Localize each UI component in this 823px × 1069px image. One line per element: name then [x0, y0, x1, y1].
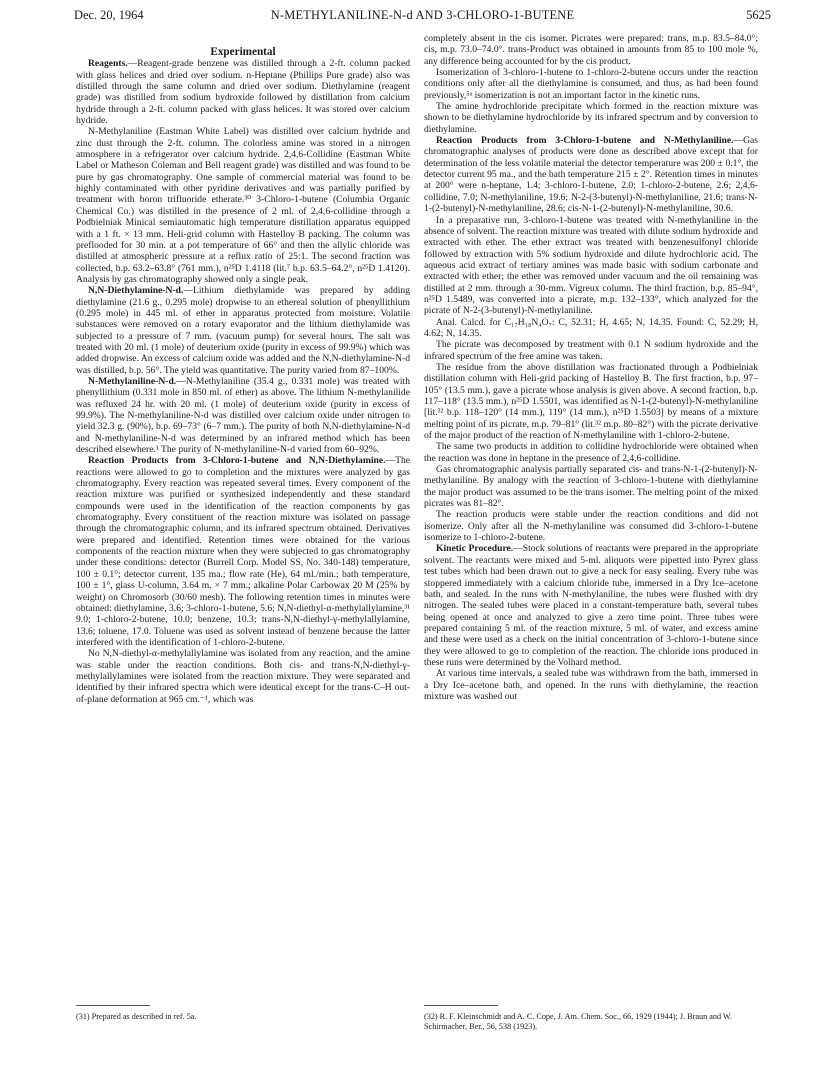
paragraph-preparative-run: In a preparative run, 3-chloro-1-butene was treated with N-methylaniline in the absence of solvent. The reaction mixture was treated with dilute sodium hydroxide and extracted with ether. The ether extract was treated with benzenesulfonyl chloride followed by extraction with 5% sodium hydroxide and dilute hydrochloric acid. The aqueous acid extract of tertiary amines was made basic with sodium carbonate and extracted with ether; the ether was removed under vacuum and the oil remaining was distilled at 2 mm. through a 30-mm. Vigreux column. The third fraction, b.p. 85–94°, n²⁵D 1.5489, was converted into a picrate, m.p. 132–133°, which analyzed for the picrate of N-2-(3-butenyl)-N-methylaniline. — [424, 214, 758, 317]
run-in-heading: Reagents. — [88, 58, 128, 70]
paragraph-text: —Stock solutions of reactants were prepared in the appropriate solvent. The reactants were mixed and 5-ml. aliquots were pipetted into Pyrex glass test tubes which had been drawn out to give a neck for easy sealing. Every tube was stoppered immediately with a calcium chloride tube, immersed in a Dry Ice–acetone bath, and sealed. In the runs with N-methylaniline, the tubes were flushed with dry nitrogen. The sealed tubes were placed in a constant-temperature bath, several tubes being opened at once and analyzed to give a zero time point. Three tubes were prepared containing 5 ml. of the reaction mixture, 5 ml. of water, and excess amine and these were used as a check on the initial concentration of 3-chloro-1-butene since they were allowed to go to completion of the reaction. The chloride ions produced in these runs were determined by the Volhard method. — [424, 543, 758, 668]
paragraph-methylaniline-products — [424, 135, 758, 214]
paragraph-hydrochloride: The amine hydrochloride precipitate which formed in the reaction mixture was shown to be diethylamine hydrochloride by its infrared spectrum and by conversion to diethylamine. — [424, 101, 758, 135]
footnote-rule — [424, 1005, 498, 1006]
run-in-heading: N-Methylaniline-N-d. — [88, 375, 177, 387]
paragraph-reagents — [76, 58, 410, 126]
issue-date: Dec. 20, 1964 — [74, 8, 144, 22]
section-title: Experimental — [210, 46, 276, 58]
paragraph-diethylamine-nd — [76, 285, 410, 376]
footnote-31: (31) Prepared as described in ref. 5a. — [76, 1012, 197, 1021]
paragraph-text: —The reactions were allowed to go to completion and the mixtures were analyzed by gas chromatography. Every reaction was repeated several times. Every component of the reaction mixture was purified or synthesized independently and these standard compounds were used in the identification of the reaction components by gas chromatography. Every constituent of the reaction mixture was isolated on passage through the chromatographic column, and its infrared spectrum obtained. Derivatives were prepared and identified. Retention times were obtained for the various components of the reaction mixture when they were subjected to gas chromatography under these conditions: detector (Burrell Corp. Model SS, No. 340-148) temperature, 100 ± 0.1°; detector current, 135 ma.; flow rate (He), 64 ml./min.; bath temperature, 100 ± 1°, glass U-column, 3.64 m. × 7 mm.; alkaline Polar Carbowax 20 M (25% by weight) on Chromosorb (30/60 mesh). The following retention times in minutes were obtained: diethylamine, 3.6; 3-chloro-1-butene, 5.6; N,N-diethyl-α-methylallylamine,³¹ 9.0; 1-chloro-2-butene, 10.0; benzene, 10.3; trans-N,N-diethyl-γ-methylallylamine, 13.6; toluene, 17.0. Toluene was used as solvent instead of benzene because the latter interfered with the identification of 1-chloro-2-butene. — [76, 455, 410, 648]
paragraph-analysis: Anal. Calcd. for C₁₇H₁₈N₄O₇: C, 52.31; H, 4.65; N, 14.35. Found: C, 52.29; H, 4.62; N, 14.35. — [424, 316, 758, 339]
running-title: N-METHYLANILINE-N-d AND 3-CHLORO-1-BUTENE — [270, 8, 575, 22]
paragraph-kinetic — [424, 543, 758, 668]
paragraph-time-intervals: At various time intervals, a sealed tube was withdrawn from the bath, immersed in a Dry Ice–acetone bath, and opened. In the runs with diethylamine, the reaction mixture was washed out — [424, 668, 758, 702]
run-in-heading: Reaction Products from 3-Chloro-1-butene and N-Methylaniline. — [436, 135, 734, 147]
paragraph-text: —N-Methylaniline (35.4 g., 0.331 mole) was treated with phenyllithium (0.331 mole in 850 ml. of ether) as above. The lithium N-methylanilide was refluxed 24 hr. with 20 ml. (1 mole) of deuterium oxide (purity in excess of 99.9%). The N-methylaniline-N-d was distilled over calcium oxide under nitrogen to yield 32.3 g. (90%), b.p. 69–73° (6–7 mm.). The purity of both N,N-diethylamine-N-d and N-methylaniline-N-d was determined by an infrared method which has been described elsewhere.¹ The purity of N-methylaniline-N-d varied from 60–92%. — [76, 375, 410, 456]
paragraph-heptane: The same two products in addition to collidine hydrochloride were obtained when the reaction was done in heptane in the presence of 2,4,6-collidine. — [424, 441, 758, 464]
paragraph-isomerization: Isomerization of 3-chloro-1-butene to 1-chloro-2-butene occurs under the reaction conditions only after all the diethylamine is consumed, and thus, as had been found previously,⁵ᵃ isomerization is not an important factor in the kinetic runs. — [424, 67, 758, 101]
footnote-right — [424, 1005, 758, 1032]
paragraph-text: —Lithium diethylamide was prepared by adding diethylamine (21.6 g., 0.295 mole) dropwise to an ethereal solution of phenyllithium (0.295 mole) in 445 ml. of ether in apparatus protected from moisture. Volatile substances were removed on a rotary evaporator and the lithium diethylamide was subjected to a pressure of 7 mm. (vacuum pump) for several hours. The salt was treated with 20 ml. (1 mole) of deuterium oxide (purity in excess of 99.9%) which was added dropwise. An excess of calcium oxide was added and the N,N-diethylamine-N-d was distilled, b.p. 56°. The yield was quantitative. The purity varied from 87–100%. — [76, 285, 410, 376]
paragraph-gc-analysis: Gas chromatographic analysis partially separated cis- and trans-N-1-(2-butenyl)-N-methylaniline. By analogy with the reaction of 3-chloro-1-butene with diethylamine the major product was assumed to be the trans isomer. The melting point of the mixed picrates was 81–82°. — [424, 464, 758, 510]
left-column — [76, 47, 410, 705]
paragraph-continued: completely absent in the cis isomer. Picrates were prepared: trans, m.p. 83.5–84.0°; cis, m.p. 73.0–74.0°. trans-Product was obtained in amounts from 85 to 100 mole %, any difference being accounted for by the cis product. — [424, 33, 758, 67]
paragraph-diethylamine-products — [76, 455, 410, 648]
running-header — [74, 8, 771, 26]
paragraph-residue: The residue from the above distillation was fractionated through a Podbielniak distillation column with Heli-grid packing of Hastelloy B. The first fraction, b.p. 97–105° (13.5 mm.), gave a picrate whose analysis is given above. A second fraction, b.p. 117–118° (13.5 mm.), n²⁵D 1.5501, was identified as N-1-(2-butenyl)-N-methylaniline [lit.³² b.p. 118–120° (14 mm.), 119° (14 mm.), n²⁵D 1.5503] by means of a mixture melting point of its picrate, m.p. 79–81° (lit.³² m.p. 80–82°) with the picrate derivative of the major product of the reaction of N-methylaniline with 1-chloro-2-butene. — [424, 361, 758, 442]
paragraph-methylaniline-nd — [76, 376, 410, 455]
paragraph-text: —Gas chromatographic analyses of products were done as described above except that for determination of the less volatile material the detector temperature was 200 ± 0.1°, the detector current 95 ma., and the bath temperature 215 ± 2°. Retention times in minutes at 200° were n-heptane, 1.4; 3-chloro-1-butene, 2.0; 1-chloro-2-butene, 2.6; 2,4,6-collidine, 7.0; N-methylaniline, 19.6; N-2-(3-butenyl)-N-methylaniline, 21.6; trans-N-1-(2-butenyl)-N-methylaniline, 28.6; cis-N-1-(2-butenyl)-N-methylaniline, 30.6. — [424, 135, 758, 215]
page-number: 5625 — [746, 8, 771, 22]
paragraph-picrate: The picrate was decomposed by treatment with 0.1 N sodium hydroxide and the infrared spectrum of the free amine was taken. — [424, 339, 758, 362]
footnote-32: (32) R. F. Kleinschmidt and A. C. Cope, J. Am. Chem. Soc., 66, 1929 (1944); J. Braun and W. Schirmacher, Ber., 56, 538 (1923). — [424, 1012, 732, 1031]
run-in-heading: Reaction Products from 3-Chloro-1-butene and N,N-Diethylamine. — [88, 455, 386, 467]
paragraph-isomers: No N,N-diethyl-α-methylallylamine was isolated from any reaction, and the amine was stable under the reaction conditions. Both cis- and trans-N,N-diethyl-γ-methylallylamines were isolated from the reaction mixture. They were separated and identified by their infrared spectra which were identical except for the trans-C–H out-of-plane deformation at 965 cm.⁻¹, which was — [76, 648, 410, 705]
run-in-heading: Kinetic Procedure. — [436, 543, 514, 555]
paragraph-text: —Reagent-grade benzene was distilled through a 2-ft. column packed with glass helices and dried over sodium. n-Heptane (Phillips Pure grade) also was distilled through the same column and dried over sodium. Diethylamine (reagent grade) was distilled from sodium hydroxide followed by distillation from calcium hydride through a 2-ft. column packed with glass helices. It was stored over calcium hydride. — [76, 58, 410, 127]
paragraph-stability: The reaction products were stable under the reaction conditions and did not isomerize. Only after all the N-methylaniline was consumed did 3-chloro-1-butene isomerize to 1-chloro-2-butene. — [424, 509, 758, 544]
footnote-rule — [76, 1005, 150, 1006]
right-column — [424, 33, 758, 702]
paragraph-methylaniline: N-Methylaniline (Eastman White Label) was distilled over calcium hydride and zinc dust through the 2-ft. column. The colorless amine was stored in a nitrogen atmosphere in a refrigerator over calcium hydride. 2,4,6-Collidine (Eastman White Label or Matheson Coleman and Bell reagent grade) was distilled and was found to be pure by gas chromatography. One sample of commercial material was found to be highly contaminated with other pyridine derivatives and was partially purified by treatment with boron trifluoride etherate.³⁰ 3-Chloro-1-butene (Columbia Organic Chemical Co.) was distilled in the presence of 2 ml. of 2,4,6-collidine through a Podbielniak Minical semiautomatic high temperature distillation apparatus equipped with a 1 ft. × 13 mm. Heli-grid column with Hastelloy B packing. The column was preflooded for 30 min. at a pot temperature of 66° and then the allylic chloride was distilled at atmospheric pressure at a reflux ratio of 25:1. The second fraction was collected, b.p. 63.2–63.8° (761 mm.), n²⁵D 1.4118 (lit.⁷ b.p. 63.5–64.2°, n²⁵D 1.4120). Analysis by gas chromatography showed only a single peak. — [76, 126, 410, 285]
run-in-heading: N,N-Diethylamine-N-d. — [88, 285, 184, 297]
footnote-left — [76, 1005, 410, 1022]
